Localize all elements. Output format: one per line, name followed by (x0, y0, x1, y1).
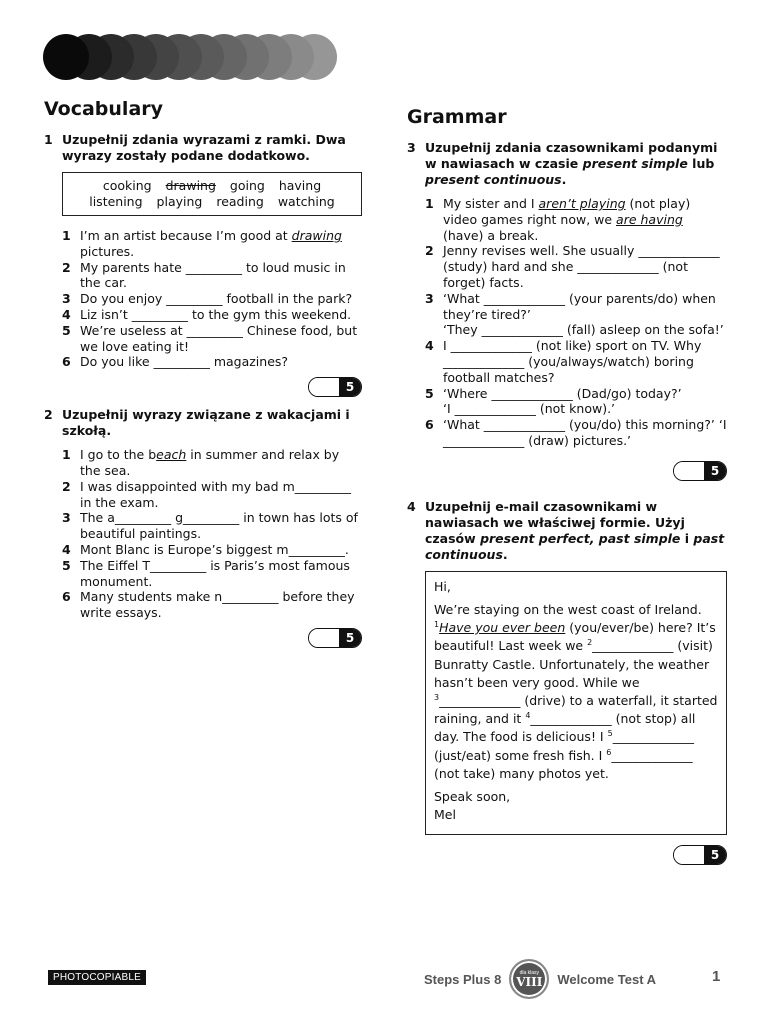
item-text: in summer and relax by the sea. (80, 447, 340, 478)
item-number: 2 (425, 243, 434, 259)
instruction-text: lub (687, 156, 715, 171)
score-input[interactable] (309, 378, 339, 396)
instruction-text: . (502, 546, 508, 562)
email-text: We’re staying on the west coast of Ireland. (434, 601, 702, 617)
seal-grade: VIII (516, 975, 543, 989)
word: cooking (102, 178, 152, 193)
list-item (425, 386, 727, 418)
item-text: Do you enjoy _________ football in the park? (80, 291, 353, 307)
score-pill (673, 461, 727, 481)
instruction-text: . (561, 172, 567, 187)
page-number: 1 (712, 968, 721, 985)
example-answer: aren’t playing (538, 196, 626, 211)
word: going (229, 178, 265, 193)
instruction-text: Uzupełnij zdania czasownikami podanymi (425, 140, 718, 155)
item-number: 3 (62, 510, 71, 526)
email-greeting: Hi, (434, 578, 451, 594)
item-number: 5 (62, 557, 71, 573)
exercise-3-instruction (407, 140, 727, 188)
email-closing: Speak soon, (434, 788, 511, 804)
score-box (407, 461, 727, 481)
word: listening (89, 194, 143, 209)
example-answer: drawing (291, 228, 342, 243)
list-item (425, 291, 727, 338)
list-item (62, 307, 362, 323)
score-max: 5 (704, 846, 726, 864)
item-number: 1 (62, 447, 71, 463)
instruction-text: Uzupełnij zdania wyrazami z ramki. Dwa wyrazy zostały podane dodatkowo. (62, 132, 346, 163)
instruction-text: w nawiasach w czasie (425, 156, 583, 171)
gap-number: 6 (606, 747, 612, 757)
score-input[interactable] (674, 846, 704, 864)
gap-number: 5 (607, 729, 613, 739)
item-text: Mont Blanc is Europe’s biggest m_________. (80, 541, 349, 557)
item-number: 4 (62, 306, 71, 322)
list-item (62, 291, 362, 307)
item-text: ‘What _____________ (you/do) this morning?’ ‘I _____________ (draw) pictures.’ (443, 417, 727, 448)
test-title: Welcome Test A (557, 971, 657, 987)
word-box-row (69, 178, 355, 194)
item-text: ‘Where _____________ (Dad/go) today?’ (443, 385, 682, 401)
item-number: 6 (425, 417, 434, 433)
item-text: Many students make n_________ before they write essays. (80, 589, 355, 621)
gap-number: 2 (587, 638, 593, 648)
item-text: Do you like _________ magazines? (80, 354, 289, 370)
item-text: ‘What _____________ (your parents/do) when they’re tired?’ (443, 290, 716, 322)
footer-info (424, 962, 656, 996)
instruction-tense: present simple (582, 156, 688, 171)
example-answer: are having (616, 211, 683, 227)
list-item (62, 479, 362, 511)
item-text: ‘They _____________ (fall) asleep on the sofa!’ (443, 322, 724, 338)
email-signature: Mel (434, 807, 456, 823)
item-text: The a_________ g_________ in town has lots of beautiful paintings. (80, 510, 358, 542)
email-text: _____________ (not stop) all day. The food is delicious! I (434, 711, 696, 745)
item-number: 2 (62, 259, 71, 275)
email-text: _____________ (drive) to a waterfall, it started raining, and it (434, 692, 718, 727)
item-text: I’m an artist because I’m good at (80, 228, 292, 243)
list-item (425, 417, 727, 449)
item-number: 3 (425, 290, 434, 306)
item-text: (have) a break. (443, 227, 539, 243)
item-text: We’re useless at _________ Chinese food, but we love eating it! (80, 322, 358, 354)
book-title: Steps Plus 8 (424, 971, 502, 987)
score-input[interactable] (309, 629, 339, 647)
email-box (425, 571, 727, 836)
instruction-tense: past continuous (425, 530, 725, 562)
list-item (62, 510, 362, 542)
item-number: 1 (425, 196, 434, 211)
item-number: 6 (62, 589, 71, 605)
gap-number: 3 (434, 692, 440, 702)
item-number: 6 (62, 354, 71, 370)
item-number: 2 (62, 478, 71, 494)
item-number: 4 (62, 541, 71, 557)
instruction-tense: present continuous (425, 172, 562, 187)
word-box (62, 172, 362, 216)
exercise-number: 2 (44, 407, 53, 423)
item-text: Liz isn’t _________ to the gym this weekend. (80, 306, 352, 322)
word-crossed: drawing (165, 178, 216, 193)
email-text: (you/ever/be) here? It’s beautiful! Last week we (434, 620, 716, 654)
gap-number: 4 (525, 711, 531, 721)
item-number: 5 (62, 322, 71, 338)
email-text: _____________ (just/eat) some fresh fish. I (434, 729, 694, 763)
section-title: Vocabulary (44, 98, 164, 120)
seal-caption: dla klasy (519, 970, 540, 976)
list-item (62, 542, 362, 558)
decorative-circles (43, 34, 353, 80)
item-text: (not play) video games right now, we (443, 196, 691, 227)
item-text: I was disappointed with my bad m_________ in the exam. (80, 478, 351, 510)
list-item (62, 228, 362, 260)
exercise-2-instruction (44, 407, 362, 439)
item-number: 4 (425, 338, 434, 354)
score-input[interactable] (674, 462, 704, 480)
instruction-tense: present perfect, past simple (480, 530, 681, 546)
item-text: I _____________ (not like) sport on TV. Why _____________ (you/always/watch) boring football matches? (443, 338, 702, 385)
item-text: The Eiffel T_________ is Paris’s most famous monument. (80, 557, 350, 589)
list-item (425, 196, 727, 243)
score-pill (308, 377, 362, 397)
score-pill (673, 845, 727, 865)
score-box (407, 845, 727, 865)
item-text: My sister and I (443, 196, 539, 211)
exercise-number: 3 (407, 140, 416, 155)
exercise-1-items (62, 228, 362, 370)
word: watching (277, 194, 335, 209)
photocopiable-badge: PHOTOCOPIABLE (48, 970, 146, 985)
email-body (434, 601, 718, 783)
exercise-number: 1 (44, 132, 53, 147)
vocabulary-section (44, 98, 362, 658)
score-box (44, 628, 362, 648)
list-item (62, 447, 362, 479)
word: playing (156, 194, 203, 209)
list-item (62, 558, 362, 590)
score-max: 5 (339, 629, 361, 647)
list-item (425, 243, 727, 290)
grammar-section (407, 106, 727, 875)
item-text: My parents hate _________ to loud music in the car. (80, 259, 346, 291)
exercise-1-instruction (44, 132, 362, 164)
email-text: _____________ (not take) many photos yet. (434, 747, 693, 781)
word: reading (216, 194, 264, 209)
item-number: 3 (62, 291, 71, 307)
list-item (62, 323, 362, 355)
exercise-4-instruction (407, 499, 727, 563)
exercise-number: 4 (407, 498, 416, 514)
list-item (62, 589, 362, 621)
decorative-circle (43, 34, 89, 80)
score-max: 5 (339, 378, 361, 396)
item-text: Jenny revises well. She usually _____________ (study) hard and she _____________ (not forget) facts. (443, 243, 720, 290)
item-number: 1 (62, 228, 71, 243)
list-item (425, 338, 727, 385)
example-answer: Have you ever been (439, 620, 566, 636)
instruction-text: i (680, 530, 694, 546)
score-max: 5 (704, 462, 726, 480)
list-item (62, 260, 362, 292)
gap-number: 1 (434, 620, 440, 629)
example-answer: each (156, 447, 187, 463)
item-text: I go to the b (80, 447, 157, 463)
email-text: _____________ (visit) Bunratty Castle. Unfortunately, the weather hasn’t been very good. While we (434, 638, 713, 690)
exercise-2-items (62, 447, 362, 621)
score-pill (308, 628, 362, 648)
word-box-row (69, 194, 355, 210)
item-text: pictures. (80, 243, 135, 259)
instruction-text: Uzupełnij wyrazy związane z wakacjami i szkołą. (62, 407, 350, 439)
score-box (44, 377, 362, 397)
word: having (278, 178, 322, 193)
exercise-3-items (425, 196, 727, 449)
list-item (62, 354, 362, 370)
grade-seal-icon (509, 959, 549, 999)
section-title: Grammar (407, 106, 507, 128)
item-number: 5 (425, 385, 434, 401)
instruction-text: Uzupełnij e-mail czasownikami w nawiasach we właściwej formie. Użyj czasów (425, 498, 685, 546)
item-text: ‘I _____________ (not know).’ (443, 401, 616, 417)
